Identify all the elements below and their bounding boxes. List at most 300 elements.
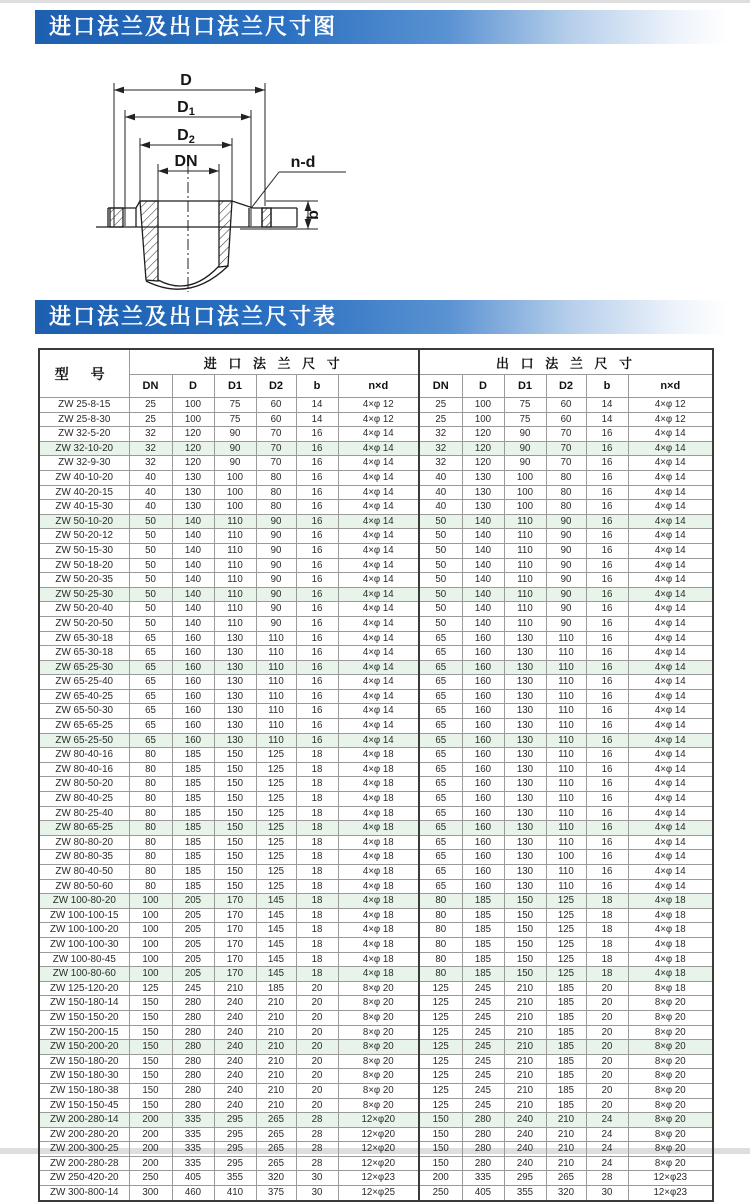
dim-cell: 280 — [172, 1069, 214, 1084]
dim-cell: 90 — [256, 558, 296, 573]
table-row — [39, 529, 713, 544]
dim-cell: 4×φ 14 — [338, 427, 419, 442]
dim-cell: 100 — [504, 485, 546, 500]
dim-cell: 100 — [172, 398, 214, 413]
dim-cell: 90 — [504, 427, 546, 442]
dim-cell: 18 — [296, 937, 338, 952]
table-row — [39, 689, 713, 704]
table-row — [39, 1069, 713, 1084]
dim-cell: 110 — [504, 529, 546, 544]
dim-cell: 295 — [504, 1171, 546, 1186]
dim-cell: 50 — [129, 616, 172, 631]
model-cell: ZW 50-25-30 — [39, 587, 129, 602]
dim-cell: 185 — [462, 952, 504, 967]
table-row — [39, 806, 713, 821]
dim-cell: 200 — [129, 1156, 172, 1171]
dim-cell: 100 — [129, 952, 172, 967]
dim-cell: 140 — [172, 587, 214, 602]
dim-cell: 150 — [504, 937, 546, 952]
dim-cell: 80 — [129, 777, 172, 792]
dim-cell: 100 — [129, 894, 172, 909]
dim-cell: 16 — [586, 748, 628, 763]
dim-cell: 210 — [504, 1025, 546, 1040]
dim-cell: 24 — [586, 1113, 628, 1128]
header-outlet-b: b — [586, 375, 628, 398]
model-cell: ZW 65-25-40 — [39, 675, 129, 690]
dim-cell: 100 — [214, 500, 256, 515]
dim-cell: 4×φ 14 — [338, 660, 419, 675]
dim-cell: 295 — [214, 1142, 256, 1157]
dim-cell: 140 — [462, 543, 504, 558]
dim-cell: 4×φ 14 — [628, 616, 713, 631]
dim-cell: 4×φ 14 — [628, 427, 713, 442]
dim-cell: 130 — [504, 689, 546, 704]
model-cell: ZW 100-80-20 — [39, 894, 129, 909]
dim-cell: 16 — [586, 777, 628, 792]
table-row — [39, 996, 713, 1011]
dim-cell: 110 — [214, 573, 256, 588]
dim-cell: 65 — [419, 865, 462, 880]
dim-cell: 205 — [172, 923, 214, 938]
table-row — [39, 558, 713, 573]
dim-cell: 140 — [172, 573, 214, 588]
dim-cell: 130 — [504, 835, 546, 850]
dim-cell: 4×φ 14 — [338, 587, 419, 602]
dim-cell: 150 — [504, 908, 546, 923]
dim-cell: 65 — [419, 835, 462, 850]
dim-cell: 12×φ25 — [338, 1186, 419, 1201]
model-cell: ZW 50-20-12 — [39, 529, 129, 544]
dim-cell: 205 — [172, 908, 214, 923]
dim-cell: 80 — [129, 850, 172, 865]
dim-cell: 160 — [462, 865, 504, 880]
dim-cell: 16 — [296, 529, 338, 544]
dim-cell: 110 — [256, 646, 296, 661]
dim-cell: 4×φ 14 — [628, 792, 713, 807]
dim-cell: 12×φ23 — [628, 1186, 713, 1201]
dim-cell: 170 — [214, 967, 256, 982]
dim-cell: 110 — [214, 514, 256, 529]
flange-dimension-diagram — [88, 58, 422, 298]
dim-cell: 295 — [214, 1156, 256, 1171]
dim-cell: 70 — [546, 427, 586, 442]
dim-cell: 210 — [504, 981, 546, 996]
dim-cell: 18 — [586, 952, 628, 967]
dim-cell: 210 — [256, 1010, 296, 1025]
hatch-left-hub — [140, 201, 158, 281]
dim-cell: 16 — [586, 558, 628, 573]
dim-cell: 125 — [419, 1098, 462, 1113]
model-cell: ZW 80-50-20 — [39, 777, 129, 792]
dim-cell: 65 — [419, 777, 462, 792]
dim-cell: 14 — [586, 398, 628, 413]
model-cell: ZW 40-15-30 — [39, 500, 129, 515]
dim-cell: 140 — [462, 558, 504, 573]
dim-cell: 160 — [462, 631, 504, 646]
dim-cell: 185 — [462, 937, 504, 952]
dim-cell: 150 — [129, 996, 172, 1011]
table-row — [39, 704, 713, 719]
dim-cell: 4×φ 18 — [338, 792, 419, 807]
dim-cell: 50 — [129, 573, 172, 588]
dim-cell: 130 — [504, 806, 546, 821]
dim-cell: 150 — [504, 967, 546, 982]
table-row — [39, 792, 713, 807]
dim-cell: 150 — [214, 806, 256, 821]
dim-cell: 80 — [129, 865, 172, 880]
dim-cell: 16 — [586, 602, 628, 617]
dim-cell: 75 — [214, 412, 256, 427]
dim-cell: 40 — [129, 470, 172, 485]
dim-cell: 65 — [419, 675, 462, 690]
dim-cell: 130 — [504, 850, 546, 865]
dim-cell: 50 — [419, 514, 462, 529]
dim-cell: 210 — [504, 996, 546, 1011]
model-cell: ZW 150-180-30 — [39, 1069, 129, 1084]
dim-cell: 18 — [296, 923, 338, 938]
dim-cell: 20 — [586, 1010, 628, 1025]
dim-cell: 295 — [214, 1113, 256, 1128]
table-row — [39, 675, 713, 690]
dim-cell: 120 — [172, 456, 214, 471]
dim-cell: 280 — [172, 996, 214, 1011]
dim-cell: 18 — [296, 850, 338, 865]
header-outlet-d2: D2 — [546, 375, 586, 398]
dim-cell: 65 — [419, 631, 462, 646]
model-cell: ZW 40-10-20 — [39, 470, 129, 485]
model-cell: ZW 80-40-16 — [39, 762, 129, 777]
dim-cell: 4×φ 14 — [628, 762, 713, 777]
dim-cell: 280 — [462, 1142, 504, 1157]
dim-cell: 4×φ 18 — [338, 908, 419, 923]
dim-cell: 4×φ 14 — [628, 485, 713, 500]
dim-cell: 240 — [214, 1010, 256, 1025]
dim-cell: 80 — [419, 937, 462, 952]
dim-cell: 130 — [462, 485, 504, 500]
dim-cell: 125 — [546, 952, 586, 967]
dim-cell: 130 — [504, 719, 546, 734]
dim-label-d1: D1 — [177, 99, 195, 118]
dim-cell: 100 — [462, 398, 504, 413]
dim-cell: 150 — [214, 821, 256, 836]
dim-cell: 25 — [129, 412, 172, 427]
model-cell: ZW 100-100-15 — [39, 908, 129, 923]
dim-cell: 140 — [172, 558, 214, 573]
model-cell: ZW 150-180-38 — [39, 1083, 129, 1098]
dim-cell: 8×φ 20 — [628, 1069, 713, 1084]
model-cell: ZW 50-20-40 — [39, 602, 129, 617]
dim-cell: 245 — [462, 996, 504, 1011]
dim-cell: 145 — [256, 937, 296, 952]
dim-cell: 240 — [214, 1040, 256, 1055]
dim-cell: 150 — [419, 1142, 462, 1157]
dim-cell: 8×φ 20 — [628, 1010, 713, 1025]
dim-cell: 4×φ 14 — [338, 470, 419, 485]
table-row — [39, 835, 713, 850]
dim-cell: 335 — [172, 1156, 214, 1171]
dim-cell: 8×φ 20 — [338, 1054, 419, 1069]
dim-cell: 460 — [172, 1186, 214, 1201]
dim-cell: 16 — [296, 675, 338, 690]
dim-cell: 150 — [214, 850, 256, 865]
model-cell: ZW 80-50-60 — [39, 879, 129, 894]
dim-cell: 160 — [462, 660, 504, 675]
table-row — [39, 441, 713, 456]
dim-cell: 140 — [462, 587, 504, 602]
dim-cell: 145 — [256, 894, 296, 909]
dim-cell: 20 — [586, 1098, 628, 1113]
dim-cell: 65 — [129, 733, 172, 748]
header-inlet-b: b — [296, 375, 338, 398]
dim-cell: 80 — [256, 485, 296, 500]
dim-cell: 16 — [586, 427, 628, 442]
model-cell: ZW 100-80-60 — [39, 967, 129, 982]
dim-cell: 16 — [296, 514, 338, 529]
dim-cell: 18 — [296, 879, 338, 894]
dim-cell: 210 — [504, 1069, 546, 1084]
dim-cell: 4×φ 14 — [628, 835, 713, 850]
dim-cell: 405 — [172, 1171, 214, 1186]
dim-cell: 4×φ 14 — [338, 514, 419, 529]
dim-cell: 18 — [586, 937, 628, 952]
section-title-table-text: 进口法兰及出口法兰尺寸表 — [49, 304, 338, 329]
dim-cell: 110 — [214, 558, 256, 573]
dim-cell: 125 — [256, 792, 296, 807]
dim-cell: 80 — [419, 908, 462, 923]
dim-cell: 16 — [586, 821, 628, 836]
dim-cell: 130 — [214, 631, 256, 646]
dim-cell: 110 — [256, 631, 296, 646]
dim-cell: 130 — [214, 704, 256, 719]
dim-cell: 130 — [504, 792, 546, 807]
dim-cell: 130 — [504, 631, 546, 646]
dim-cell: 210 — [256, 1054, 296, 1069]
dim-cell: 4×φ 18 — [628, 952, 713, 967]
dim-cell: 4×φ 12 — [338, 398, 419, 413]
dim-cell: 4×φ 18 — [338, 762, 419, 777]
table-row — [39, 923, 713, 938]
dim-cell: 130 — [214, 689, 256, 704]
dim-cell: 170 — [214, 937, 256, 952]
dim-cell: 18 — [586, 908, 628, 923]
dim-cell: 140 — [462, 529, 504, 544]
dim-cell: 4×φ 14 — [628, 543, 713, 558]
dim-cell: 4×φ 14 — [628, 689, 713, 704]
dim-cell: 185 — [546, 1040, 586, 1055]
table-row — [39, 631, 713, 646]
model-cell: ZW 50-20-50 — [39, 616, 129, 631]
dim-cell: 125 — [546, 967, 586, 982]
dim-cell: 265 — [256, 1156, 296, 1171]
dim-cell: 100 — [129, 923, 172, 938]
dim-cell: 210 — [504, 1098, 546, 1113]
dim-cell: 16 — [586, 441, 628, 456]
dim-cell: 4×φ 14 — [628, 441, 713, 456]
dim-cell: 110 — [546, 704, 586, 719]
dim-cell: 240 — [214, 1054, 256, 1069]
dim-cell: 4×φ 14 — [628, 879, 713, 894]
dim-cell: 32 — [129, 441, 172, 456]
dim-cell: 100 — [462, 412, 504, 427]
dim-cell: 110 — [504, 616, 546, 631]
dim-cell: 40 — [419, 500, 462, 515]
dim-cell: 245 — [462, 981, 504, 996]
dim-cell: 90 — [504, 456, 546, 471]
dim-cell: 110 — [546, 660, 586, 675]
dim-cell: 160 — [462, 675, 504, 690]
dim-cell: 16 — [296, 441, 338, 456]
dim-cell: 150 — [214, 748, 256, 763]
dim-cell: 110 — [546, 689, 586, 704]
dim-cell: 50 — [129, 587, 172, 602]
dim-cell: 185 — [172, 821, 214, 836]
dim-cell: 8×φ 20 — [628, 1054, 713, 1069]
model-cell: ZW 125-120-20 — [39, 981, 129, 996]
dim-cell: 110 — [546, 777, 586, 792]
dim-cell: 185 — [172, 777, 214, 792]
dim-cell: 100 — [504, 470, 546, 485]
dim-cell: 80 — [546, 470, 586, 485]
dim-cell: 16 — [296, 660, 338, 675]
dim-cell: 4×φ 14 — [628, 500, 713, 515]
model-cell: ZW 150-150-20 — [39, 1010, 129, 1025]
dim-cell: 280 — [172, 1010, 214, 1025]
dim-cell: 50 — [129, 558, 172, 573]
table-row — [39, 1098, 713, 1113]
dim-cell: 110 — [546, 733, 586, 748]
dim-cell: 70 — [256, 441, 296, 456]
header-outlet-group: 出 口 法 兰 尺 寸 — [419, 349, 713, 375]
table-row — [39, 1054, 713, 1069]
dim-cell: 8×φ 20 — [628, 1025, 713, 1040]
dim-cell: 210 — [546, 1142, 586, 1157]
dim-cell: 18 — [296, 748, 338, 763]
header-outlet-nxd: n×d — [628, 375, 713, 398]
dim-cell: 125 — [419, 1010, 462, 1025]
dim-cell: 160 — [172, 704, 214, 719]
header-inlet-d1: D1 — [214, 375, 256, 398]
dim-cell: 125 — [256, 879, 296, 894]
dim-cell: 185 — [546, 1098, 586, 1113]
dim-cell: 32 — [419, 427, 462, 442]
dim-cell: 90 — [546, 529, 586, 544]
dim-cell: 80 — [129, 806, 172, 821]
section-title-diagram — [35, 10, 750, 44]
dim-cell: 130 — [504, 704, 546, 719]
dim-cell: 16 — [586, 500, 628, 515]
table-row — [39, 485, 713, 500]
flange-outline — [96, 201, 297, 289]
dim-cell: 80 — [129, 762, 172, 777]
dim-cell: 60 — [256, 398, 296, 413]
dim-cell: 25 — [419, 398, 462, 413]
dim-cell: 4×φ 14 — [338, 500, 419, 515]
dim-cell: 150 — [419, 1113, 462, 1128]
dim-cell: 65 — [129, 704, 172, 719]
table-row — [39, 908, 713, 923]
header-inlet-group: 进 口 法 兰 尺 寸 — [129, 349, 419, 375]
dim-cell: 200 — [129, 1142, 172, 1157]
dimension-labels — [174, 72, 322, 220]
dim-cell: 245 — [462, 1040, 504, 1055]
dim-cell: 16 — [586, 529, 628, 544]
table-row — [39, 1113, 713, 1128]
dim-cell: 4×φ 14 — [628, 675, 713, 690]
dim-cell: 200 — [129, 1113, 172, 1128]
dim-cell: 8×φ 20 — [628, 1127, 713, 1142]
dim-cell: 160 — [462, 850, 504, 865]
dim-cell: 100 — [172, 412, 214, 427]
dim-cell: 90 — [546, 587, 586, 602]
dim-cell: 75 — [504, 412, 546, 427]
dim-cell: 16 — [586, 865, 628, 880]
dim-cell: 12×φ20 — [338, 1156, 419, 1171]
table-row — [39, 456, 713, 471]
dim-cell: 110 — [214, 616, 256, 631]
dim-cell: 130 — [504, 762, 546, 777]
dim-cell: 125 — [419, 981, 462, 996]
model-cell: ZW 65-25-50 — [39, 733, 129, 748]
dim-cell: 16 — [586, 792, 628, 807]
dim-cell: 185 — [546, 996, 586, 1011]
dim-cell: 18 — [296, 777, 338, 792]
table-row — [39, 1142, 713, 1157]
table-row — [39, 1171, 713, 1186]
dim-cell: 210 — [256, 996, 296, 1011]
dim-cell: 240 — [214, 1069, 256, 1084]
header-inlet-dn: DN — [129, 375, 172, 398]
dim-cell: 8×φ 20 — [628, 996, 713, 1011]
dim-cell: 4×φ 14 — [628, 456, 713, 471]
dim-cell: 185 — [546, 981, 586, 996]
dim-cell: 16 — [296, 558, 338, 573]
dim-cell: 160 — [172, 675, 214, 690]
dim-cell: 18 — [296, 908, 338, 923]
dim-cell: 110 — [256, 689, 296, 704]
dim-cell: 355 — [214, 1171, 256, 1186]
model-cell: ZW 65-25-30 — [39, 660, 129, 675]
dim-cell: 125 — [256, 777, 296, 792]
dim-cell: 4×φ 14 — [338, 733, 419, 748]
dim-cell: 8×φ 20 — [338, 981, 419, 996]
dim-cell: 150 — [129, 1054, 172, 1069]
dim-cell: 70 — [546, 456, 586, 471]
dim-cell: 90 — [504, 441, 546, 456]
dim-cell: 4×φ 14 — [628, 529, 713, 544]
dim-cell: 50 — [419, 616, 462, 631]
dim-cell: 185 — [546, 1083, 586, 1098]
model-cell: ZW 150-150-45 — [39, 1098, 129, 1113]
dim-cell: 4×φ 12 — [338, 412, 419, 427]
dim-cell: 150 — [129, 1069, 172, 1084]
model-cell: ZW 65-65-25 — [39, 719, 129, 734]
dim-cell: 100 — [129, 908, 172, 923]
dim-cell: 16 — [296, 543, 338, 558]
dim-cell: 245 — [462, 1069, 504, 1084]
dim-cell: 185 — [462, 967, 504, 982]
table-row — [39, 952, 713, 967]
dim-cell: 20 — [296, 1069, 338, 1084]
dim-cell: 90 — [546, 514, 586, 529]
table-row — [39, 1010, 713, 1025]
dim-cell: 150 — [129, 1040, 172, 1055]
dim-cell: 16 — [296, 631, 338, 646]
table-row — [39, 894, 713, 909]
model-cell: ZW 40-20-15 — [39, 485, 129, 500]
dim-cell: 265 — [256, 1127, 296, 1142]
dim-cell: 170 — [214, 952, 256, 967]
dim-cell: 14 — [296, 398, 338, 413]
